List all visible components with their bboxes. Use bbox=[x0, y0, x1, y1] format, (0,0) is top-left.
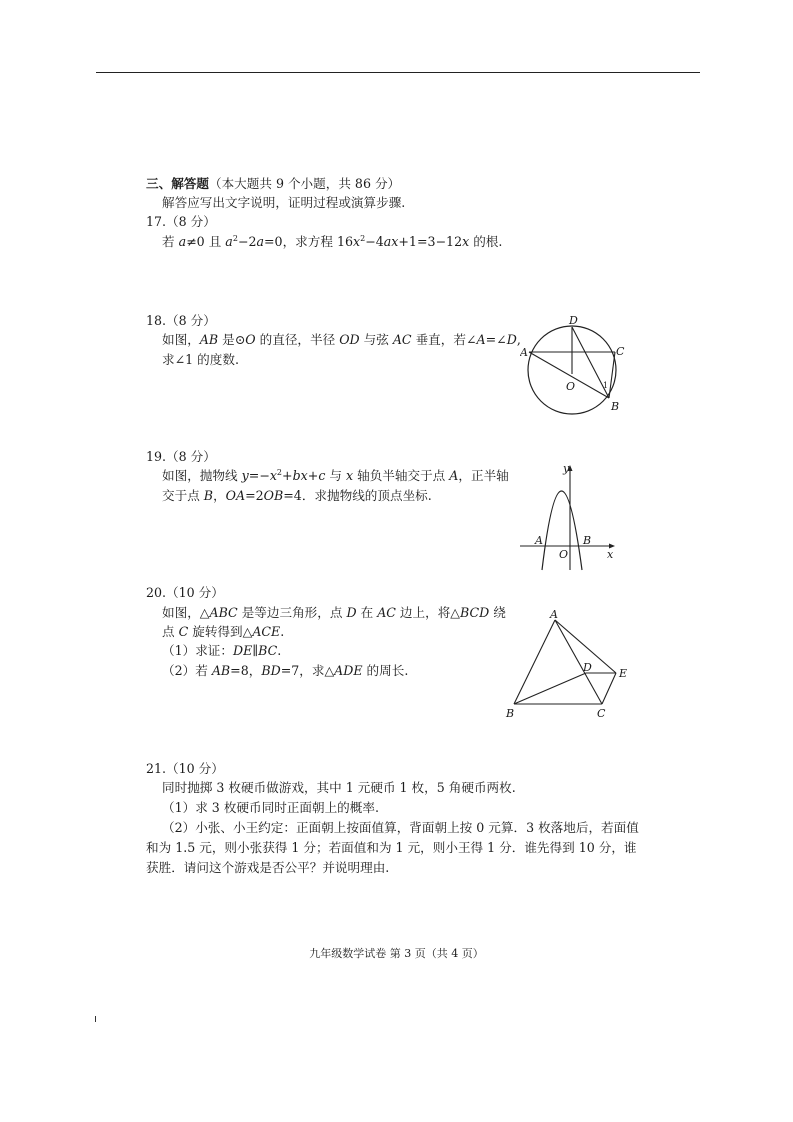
label-b: B bbox=[506, 707, 515, 720]
label-o: O bbox=[559, 548, 569, 561]
problem-number: 18. bbox=[146, 313, 167, 328]
problem-20-part2: （2）若 AB=8，BD=7，求△ADE 的周长. bbox=[162, 663, 409, 678]
problem-score: （8 分） bbox=[166, 214, 216, 229]
label-angle-1: 1 bbox=[603, 381, 609, 390]
label-y: y bbox=[563, 462, 570, 475]
page-footer: 九年级数学试卷 第 3 页（共 4 页） bbox=[309, 947, 484, 960]
problem-number: 20. bbox=[146, 585, 167, 600]
side-ac bbox=[555, 620, 602, 704]
figure-20-triangle bbox=[500, 605, 635, 723]
segment-cb bbox=[609, 352, 615, 398]
problem-19-header bbox=[146, 448, 216, 465]
problem-21-line2: （1）求 3 枚硬币同时正面朝上的概率. bbox=[162, 800, 379, 815]
problem-20-header bbox=[146, 584, 224, 601]
problem-18-text-line2: 求∠1 的度数. bbox=[162, 352, 239, 367]
problem-21-line5: 获胜．请问这个游戏是否公平？并说明理由. bbox=[146, 860, 390, 875]
section-instruction: 解答应写出文字说明，证明过程或演算步骤. bbox=[162, 195, 406, 210]
label-a: A bbox=[535, 534, 543, 547]
figure-18-circle bbox=[520, 312, 640, 427]
problem-score: （10 分） bbox=[166, 761, 224, 776]
problem-number: 19. bbox=[146, 449, 167, 464]
label-c: C bbox=[597, 707, 606, 720]
label-a: A bbox=[550, 608, 558, 621]
section-note: （本大题共 9 个小题，共 86 分） bbox=[208, 176, 401, 191]
problem-score: （10 分） bbox=[166, 585, 224, 600]
segment-ec bbox=[602, 673, 616, 704]
section-title: 三、解答题 bbox=[146, 176, 209, 191]
scan-mark bbox=[95, 1016, 96, 1022]
label-b: B bbox=[611, 400, 620, 413]
section-heading bbox=[146, 175, 400, 192]
problem-number: 17. bbox=[146, 214, 167, 229]
part1-label: （1）求证： bbox=[162, 643, 233, 658]
segment-bd bbox=[514, 673, 586, 704]
problem-score: （8 分） bbox=[166, 313, 216, 328]
part2-label: （2）若 bbox=[162, 663, 212, 678]
problem-number: 21. bbox=[146, 761, 167, 776]
problem-21-line3: （2）小张、小王约定：正面朝上按面值算，背面朝上按 0 元算．3 枚落地后，若面值 bbox=[162, 820, 639, 835]
figure-19-parabola bbox=[515, 458, 620, 578]
header-rule bbox=[96, 72, 700, 73]
problem-19-text-line1: 如图，抛物线 $y=-x^2+bx+c$ 与 x 轴负半轴交于点 A，正半轴 bbox=[162, 468, 509, 483]
problem-18-header bbox=[146, 312, 216, 329]
problem-21-header bbox=[146, 760, 224, 777]
side-ab bbox=[514, 620, 555, 704]
label-d: D bbox=[569, 314, 578, 327]
problem-19-text-line2: 交于点 B，OA=2OB=4．求抛物线的顶点坐标. bbox=[162, 488, 432, 503]
problem-21-line4: 和为 1.5 元，则小张获得 1 分；若面值和为 1 元，则小王得 1 分．谁先得到 10 分，谁 bbox=[146, 840, 637, 855]
label-a: A bbox=[520, 346, 528, 359]
label-d: D bbox=[583, 661, 592, 674]
problem-17-text: 若 a≠0 且 $a^2-2a=0$，求方程 $16x^2-4ax+1=3-12x$ 的根. bbox=[162, 234, 503, 249]
problem-20-text-line2: 点 C 旋转得到△ACE. bbox=[162, 624, 285, 639]
problem-17-header bbox=[146, 213, 216, 230]
problem-20-text-line1: 如图，△ABC 是等边三角形，点 D 在 AC 边上，将△BCD 绕 bbox=[162, 605, 506, 620]
label-b: B bbox=[583, 534, 592, 547]
problem-21-line1: 同时抛掷 3 枚硬币做游戏，其中 1 元硬币 1 枚，5 角硬币两枚. bbox=[162, 780, 516, 795]
problem-20-part1: （1）求证：DE∥BC. bbox=[162, 643, 282, 658]
problem-score: （8 分） bbox=[166, 449, 216, 464]
label-x: x bbox=[607, 548, 614, 561]
label-e: E bbox=[619, 667, 628, 680]
label-c: C bbox=[616, 345, 625, 358]
problem-18-text-line1: 如图，AB 是⊙O 的直径，半径 OD 与弦 AC 垂直，若∠A=∠D, bbox=[162, 332, 521, 347]
label-o: O bbox=[566, 380, 576, 393]
